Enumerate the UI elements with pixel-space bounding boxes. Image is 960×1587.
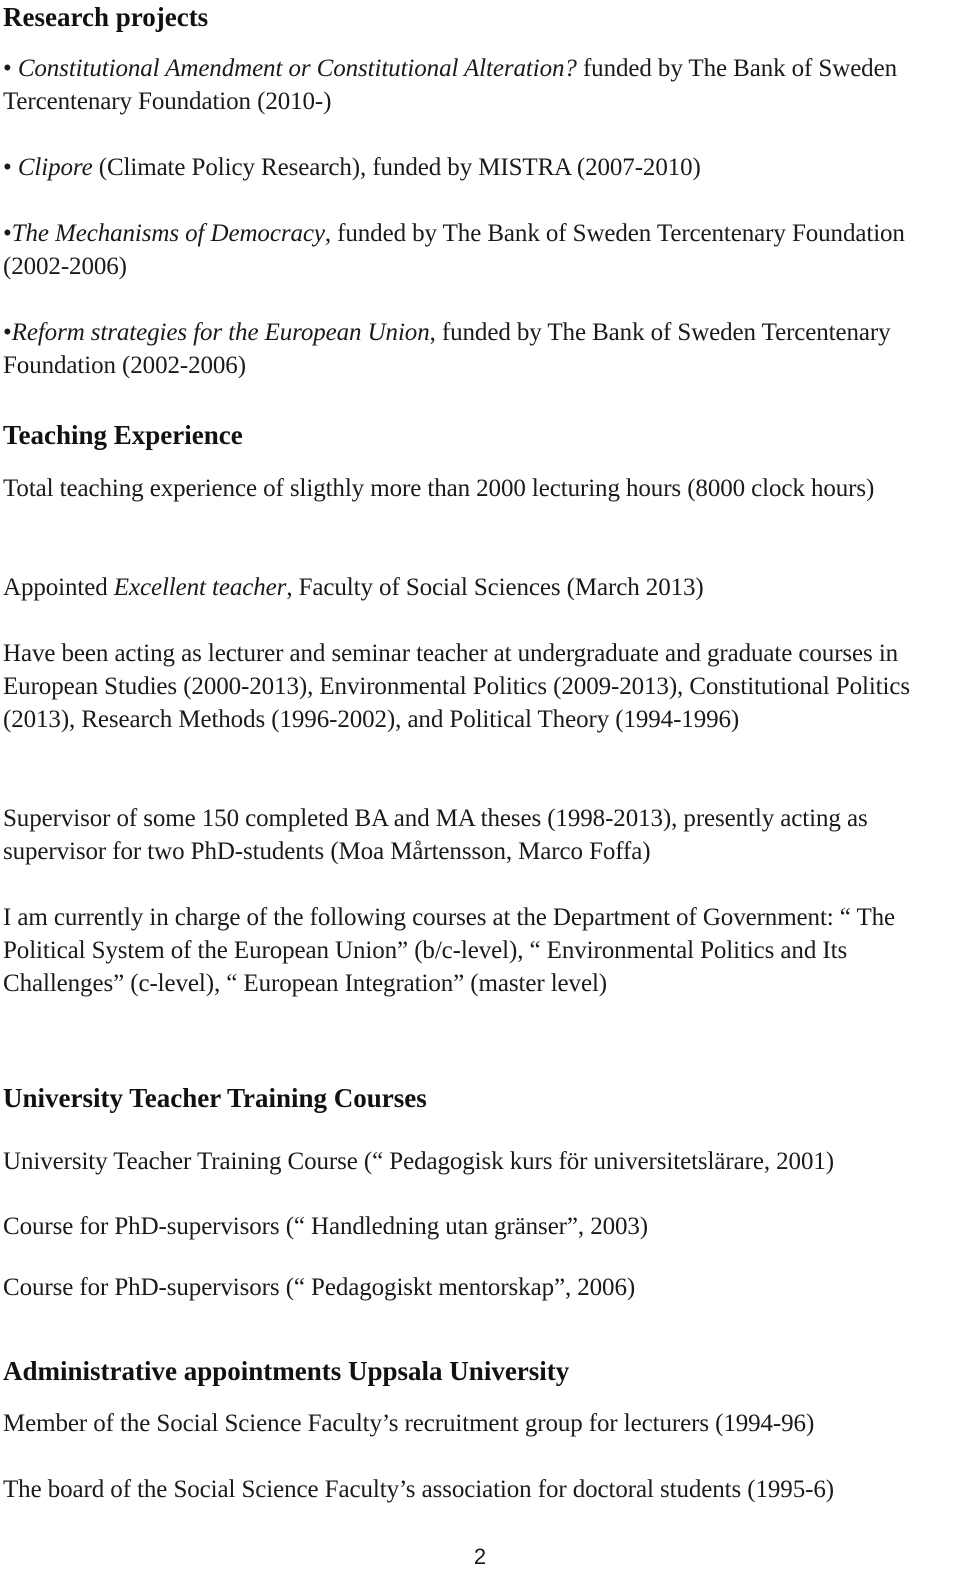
research-item-4: •Reform strategies for the European Union, funded by The Bank of Sweden Tercentenary Foundation (2002-2006) bbox=[3, 319, 891, 379]
lecturer-paragraph: Have been acting as lecturer and seminar teacher at undergraduate and graduate courses in European Studies (2000-2013), Environmental Politics (2009-2013), Constitutional Politics (2013), Research Methods (1996-2002), and Political Theory (1994-1996) bbox=[3, 640, 910, 733]
teacher-training-heading: University Teacher Training Courses bbox=[3, 1083, 427, 1113]
courses-paragraph: I am currently in charge of the following courses at the Department of Government: “ The Political System of the European Union” (b/c-level), “ Environmental Politics and Its Challenges” (c-level), “ European Integration” (master level) bbox=[3, 904, 896, 997]
administrative-appointments-heading: Administrative appointments Uppsala University bbox=[3, 1356, 570, 1386]
teaching-total-hours: Total teaching experience of sligthly more than 2000 lecturing hours (8000 clock hours) bbox=[3, 475, 875, 502]
supervisor-paragraph: Supervisor of some 150 completed BA and MA theses (1998-2013), presently acting as supervisor for two PhD-students (Moa Mårtensson, Marco Foffa) bbox=[3, 805, 868, 865]
research-item-2: • Clipore (Climate Policy Research), funded by MISTRA (2007-2010) bbox=[3, 154, 701, 181]
admin-appointment-2: The board of the Social Science Faculty’s association for doctoral students (1995-6) bbox=[3, 1476, 834, 1503]
training-course-3: Course for PhD-supervisors (“ Pedagogiskt mentorskap”, 2006) bbox=[3, 1274, 636, 1301]
research-item-3: •The Mechanisms of Democracy, funded by The Bank of Sweden Tercentenary Foundation (2002-2006) bbox=[3, 220, 905, 280]
page-number: 2 bbox=[473, 1544, 487, 1569]
excellent-teacher-appointment: Appointed Excellent teacher, Faculty of Social Sciences (March 2013) bbox=[3, 574, 704, 601]
project-title: Constitutional Amendment or Constitutional Alteration? bbox=[17, 55, 577, 82]
project-title: Clipore bbox=[17, 154, 93, 181]
project-title: Reform strategies for the European Union bbox=[11, 319, 430, 346]
project-title: The Mechanisms of Democracy bbox=[11, 220, 325, 247]
training-course-2: Course for PhD-supervisors (“ Handledning utan gränser”, 2003) bbox=[3, 1213, 649, 1240]
teaching-experience-heading: Teaching Experience bbox=[3, 420, 243, 450]
research-projects-heading: Research projects bbox=[3, 2, 209, 32]
training-course-1: University Teacher Training Course (“ Pedagogisk kurs för universitetslärare, 2001) bbox=[3, 1148, 834, 1175]
admin-appointment-1: Member of the Social Science Faculty’s recruitment group for lecturers (1994-96) bbox=[3, 1410, 815, 1437]
research-item-1: • Constitutional Amendment or Constitutional Alteration? funded by The Bank of Sweden Tercentenary Foundation (2010-) bbox=[3, 55, 897, 115]
